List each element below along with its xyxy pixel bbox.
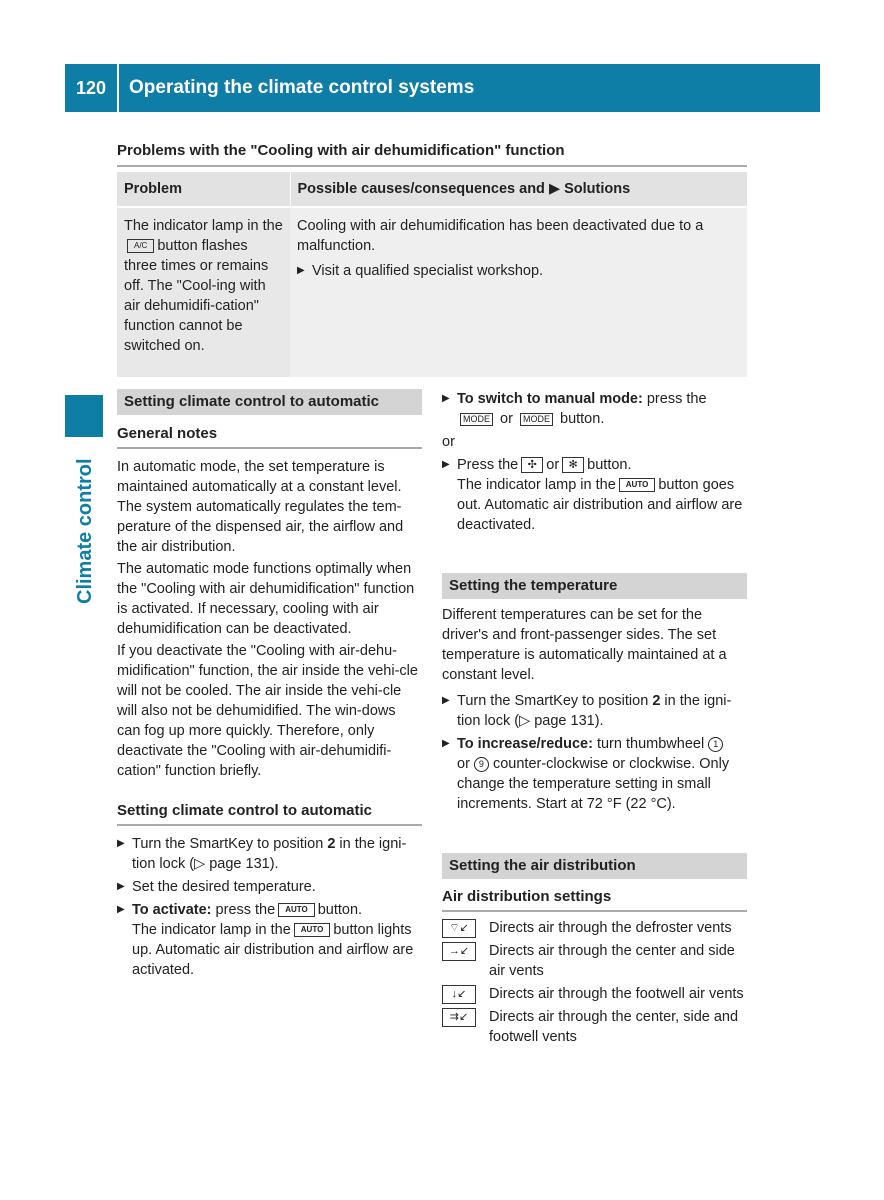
auto-step-3: ▶ To activate: press the AUTO button. The indicator lamp in the AUTO button lights up. Automatic air distribution and airflow are activated. — [117, 900, 422, 980]
problem-cell: The indicator lamp in theA/C button flashes three times or remains off. The "Cool-ing with air dehumidifi-cation" function cannot be switched on. — [117, 207, 290, 377]
left-column — [117, 389, 422, 980]
col-problem-header: Problem — [117, 172, 290, 207]
defroster-vent-icon: ⌔↙ — [442, 919, 476, 938]
air-distribution-section-bar: Setting the air distribution — [442, 853, 747, 879]
dist-item-footwell: ↓↙ Directs air through the footwell air vents — [442, 984, 747, 1004]
temperature-step-1: ▶ Turn the SmartKey to position 2 in the igni-tion lock (▷ page 131). — [442, 691, 747, 731]
temperature-step-2: ▶ To increase/reduce: turn thumbwheel 1 or 9 counter-clockwise or clockwise. Only change the temperature setting in small increments. Start at 72 °F (22 °C). — [442, 734, 747, 814]
fan-down-icon: ✻ — [562, 457, 584, 473]
auto-section-bar: Setting climate control to automatic — [117, 389, 422, 415]
manual-step: ▶ To switch to manual mode: press the MODE or MODE button. — [442, 389, 747, 429]
problems-title: Problems with the "Cooling with air dehumidification" function — [117, 141, 747, 167]
thumbwheel-9-marker: 9 — [474, 757, 489, 772]
air-distribution-subtitle: Air distribution settings — [442, 887, 747, 912]
page-title: Operating the climate control systems — [129, 77, 475, 98]
solution-cell — [290, 207, 747, 377]
press-fan-step: ▶ Press the ✣ or ✻ button. The indicator lamp in the AUTO button goes out. Automatic air distribution and airflow are deactivated. — [442, 455, 747, 535]
center-side-vent-icon: →↙ — [442, 942, 476, 961]
or-text: or — [442, 434, 455, 450]
dist-item-center-side: →↙ Directs air through the center and side air vents — [442, 941, 747, 981]
auto-step-2: ▶ Set the desired temperature. — [117, 877, 422, 897]
center-side-footwell-vent-icon: ⇉↙ — [442, 1008, 476, 1027]
dist-item-defroster: ⌔↙ Directs air through the defroster vents — [442, 918, 747, 938]
auto-button-icon: AUTO — [278, 903, 315, 917]
page-number: 120 — [65, 64, 119, 112]
side-tab-label: Climate control — [74, 458, 96, 604]
cause-text: Cooling with air dehumidification has been deactivated due to a malfunction. — [297, 218, 704, 254]
fan-up-icon: ✣ — [521, 457, 543, 473]
dist-item-center-side-footwell: ⇉↙ Directs air through the center, side and footwell vents — [442, 1007, 747, 1047]
temperature-para: Different temperatures can be set for the driver's and front-passenger sides. The set temperature is automatically maintained at a constant level. — [442, 607, 727, 683]
right-column — [442, 389, 747, 1047]
general-notes-title: General notes — [117, 424, 422, 449]
footwell-vent-icon: ↓↙ — [442, 985, 476, 1004]
mode-down-button-icon: MODE — [460, 413, 493, 426]
page-header — [65, 64, 820, 112]
problems-table — [117, 172, 747, 377]
temperature-section-bar: Setting the temperature — [442, 573, 747, 599]
auto-step-1: ▶ Turn the SmartKey to position 2 in the igni-tion lock (▷ page 131). — [117, 834, 422, 874]
mode-up-button-icon: MODE — [520, 413, 553, 426]
ac-button-icon: A/C — [127, 239, 154, 253]
general-para-1: In automatic mode, the set temperature is maintained automatically at a constant level. The system automatically regulates the tem-perature of the dispensed air, the airflow and the air distribution. — [117, 459, 404, 555]
thumbwheel-1-marker: 1 — [708, 737, 723, 752]
auto-button-icon: AUTO — [294, 923, 331, 937]
general-para-3: If you deactivate the "Cooling with air-dehu-midification" function, the air inside the vehi-cle will not be cooled. The air inside the vehi-cle will also not be dehumidified. The win-dows can fog up more quickly. Therefore, only deactivate the "Cooling with air-dehumidifi-cation" function briefly. — [117, 643, 418, 779]
solution-step: ▶ Visit a qualified specialist workshop. — [297, 261, 740, 281]
auto-button-icon: AUTO — [619, 478, 656, 492]
general-para-2: The automatic mode functions optimally when the "Cooling with air dehumidification" function is activated. If necessary, cooling with air dehumidification can be deactivated. — [117, 561, 415, 637]
col-solution-header: Possible causes/consequences and ▶ Solutions — [290, 172, 747, 207]
auto-subtitle: Setting climate control to automatic — [117, 801, 422, 826]
